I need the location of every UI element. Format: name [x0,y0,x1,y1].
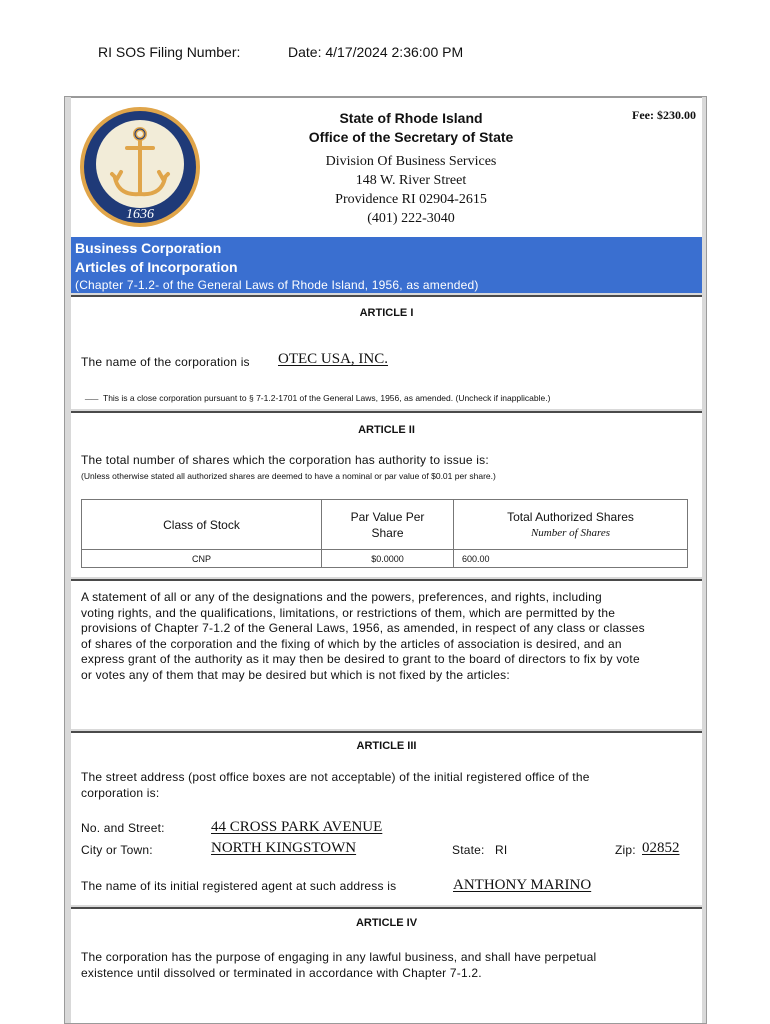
article-3-section [71,731,702,905]
article-4-section [71,907,702,1024]
state-title: State of Rhode Island [339,110,483,126]
division-name: Division Of Business Services [325,154,497,169]
banner-subtitle: Articles of Incorporation [75,259,238,275]
seal-year: 1636 [126,207,154,222]
article-4-title: ARTICLE IV [355,917,418,929]
article-3-title: ARTICLE III [356,740,417,752]
filing-date: Date: 4/17/2024 2:36:00 PM [288,44,464,60]
banner-title: Business Corporation [75,240,222,256]
form-header [71,97,702,237]
shares-note: (Unless otherwise stated all authorized shares are deemed to have a nominal or par value of $0.01 per share.) [81,471,496,481]
close-corp-note: This is a close corporation pursuant to § 7-1.2-1701 of the General Laws, 1956, as amended. (Uncheck if inapplicable.) [103,393,551,403]
corp-name-label: The name of the corporation is [81,355,250,369]
filing-fee: Fee: $230.00 [632,108,696,122]
col-par-header: Par Value Per Share [322,500,454,550]
article-2-title: ARTICLE II [358,424,415,436]
city-label: City or Town: [81,843,153,857]
corp-name-value[interactable]: OTEC USA, INC. [278,351,389,367]
rhode-island-seal-icon [79,106,201,228]
col-class-header: Class of Stock [82,500,322,550]
shares-table [81,499,688,568]
cell-par[interactable]: $0.0000 [322,550,454,568]
city-value[interactable]: NORTH KINGSTOWN [211,840,357,856]
articles-form [64,96,707,1024]
zip-value[interactable]: 02852 [642,840,680,856]
form-title-banner [71,237,702,293]
phone-number: (401) 222-3040 [367,211,455,226]
designations-statement: A statement of all or any of the designations and the powers, preferences, and rights, including voting rights, and the qualifications, limitations, or restrictions of them, which are permitted by the provisions of Chapter 7-1.2 of the General Laws, 1956, as amended, in respect of any class or classes of shares of the corporation and the fixing of which by the articles of association is desired, and an express grant of the authority as it may then be desired to grant to the board of directors to fix by vote or votes any of them that may be desired but which is not fixed by the articles: [81,590,645,682]
office-title: Office of the Secretary of State [308,129,514,145]
purpose-line1: The corporation has the purpose of engaging in any lawful business, and shall have perpetual [81,950,597,964]
state-value[interactable]: RI [495,843,508,857]
office-intro-line2: corporation is: [81,786,160,800]
zip-label: Zip: [615,843,636,857]
state-label: State: [452,843,485,857]
cell-total[interactable]: 600.00 [454,550,688,568]
statement-section [71,579,702,729]
shares-text: The total number of shares which the corporation has authority to issue is: [81,453,489,467]
cell-class[interactable]: CNP [82,550,322,568]
article-1-title: ARTICLE I [359,307,414,319]
city-address: Providence RI 02904-2615 [335,192,487,207]
street-label: No. and Street: [81,821,165,835]
article-2-section [71,411,702,577]
article-1-section [71,295,702,409]
street-address: 148 W. River Street [355,173,467,188]
agent-label: The name of its initial registered agent at such address is [81,879,397,893]
office-intro-line1: The street address (post office boxes are not acceptable) of the initial registered office of the [81,770,590,784]
filing-number-label: RI SOS Filing Number: [98,44,241,60]
col-total-header: Total Authorized Shares Number of Shares [454,500,688,550]
banner-chapter: (Chapter 7-1.2- of the General Laws of Rhode Island, 1956, as amended) [75,278,479,292]
close-corp-checkbox[interactable]: __ [85,387,99,401]
agent-value[interactable]: ANTHONY MARINO [453,877,592,893]
table-row [82,550,688,568]
purpose-line2: existence until dissolved or terminated in accordance with Chapter 7-1.2. [81,966,482,980]
street-value[interactable]: 44 CROSS PARK AVENUE [211,819,383,835]
